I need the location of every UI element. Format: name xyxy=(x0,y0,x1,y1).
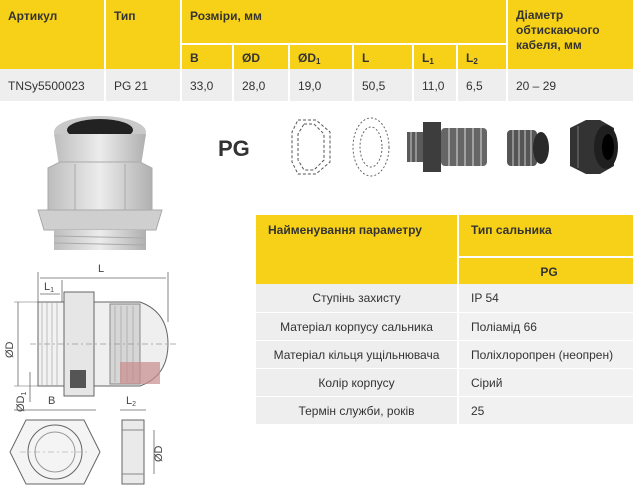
cell-l2: 6,5 xyxy=(457,69,507,101)
header-cable-diameter: Діаметр обтискаючого кабеля, мм xyxy=(507,0,633,69)
cell-article: TNSy5500023 xyxy=(0,69,105,101)
spec-table xyxy=(0,0,633,101)
cell-cable-diameter: 20 – 29 xyxy=(507,69,633,101)
param-row xyxy=(256,312,633,340)
cable-gland-photo xyxy=(30,110,170,260)
label-L2: L2 xyxy=(126,395,137,408)
param-name: Матеріал корпусу сальника xyxy=(256,312,458,340)
label-D: ØD xyxy=(4,341,16,358)
param-value: Поліамід 66 xyxy=(458,312,633,340)
o-ring-icon xyxy=(350,116,392,178)
param-row xyxy=(256,396,633,424)
label-D1: ØD1 xyxy=(15,391,28,412)
header-type: Тип xyxy=(105,0,181,69)
param-row xyxy=(256,368,633,396)
technical-drawing xyxy=(0,262,250,499)
cell-d1: 19,0 xyxy=(289,69,353,101)
cell-l: 50,5 xyxy=(353,69,413,101)
param-row xyxy=(256,284,633,312)
param-header-name: Найменування параметру xyxy=(256,215,458,284)
gland-body-icon xyxy=(405,118,491,176)
locknut-icon xyxy=(290,118,338,176)
param-value: IP 54 xyxy=(458,284,633,312)
param-name: Термін служби, років xyxy=(256,396,458,424)
param-value: Сірий xyxy=(458,368,633,396)
header-dimensions: Розміри, мм xyxy=(181,0,507,44)
label-L: L xyxy=(98,263,105,275)
param-name: Колір корпусу xyxy=(256,368,458,396)
pg-label: PG xyxy=(218,136,250,161)
col-d: ØD xyxy=(233,44,289,69)
param-header-type: Тип сальника xyxy=(458,215,633,257)
param-row xyxy=(256,340,633,368)
label-B: B xyxy=(48,395,56,407)
parameter-table xyxy=(256,215,633,425)
col-l1: $L_1$ xyxy=(413,44,457,69)
param-subheader-pg: PG xyxy=(458,257,633,284)
col-l: L xyxy=(353,44,413,69)
label-D-side: ØD xyxy=(153,445,165,462)
cell-d: 28,0 xyxy=(233,69,289,101)
cell-type: PG 21 xyxy=(105,69,181,101)
col-d1: $ØD_1$ xyxy=(289,44,353,69)
param-name: Ступінь захисту xyxy=(256,284,458,312)
dome-nut-icon xyxy=(566,118,622,176)
cell-b: 33,0 xyxy=(181,69,233,101)
header-article: Артикул xyxy=(8,9,58,23)
col-b: B xyxy=(181,44,233,69)
cell-l1: 11,0 xyxy=(413,69,457,101)
label-L1: L1 xyxy=(44,281,55,294)
col-l2: $L_2$ xyxy=(457,44,507,69)
param-name: Матеріал кільця ущільнювача xyxy=(256,340,458,368)
param-value: Поліхлоропрен (неопрен) xyxy=(458,340,633,368)
param-value: 25 xyxy=(458,396,633,424)
seal-insert-icon xyxy=(503,126,551,170)
